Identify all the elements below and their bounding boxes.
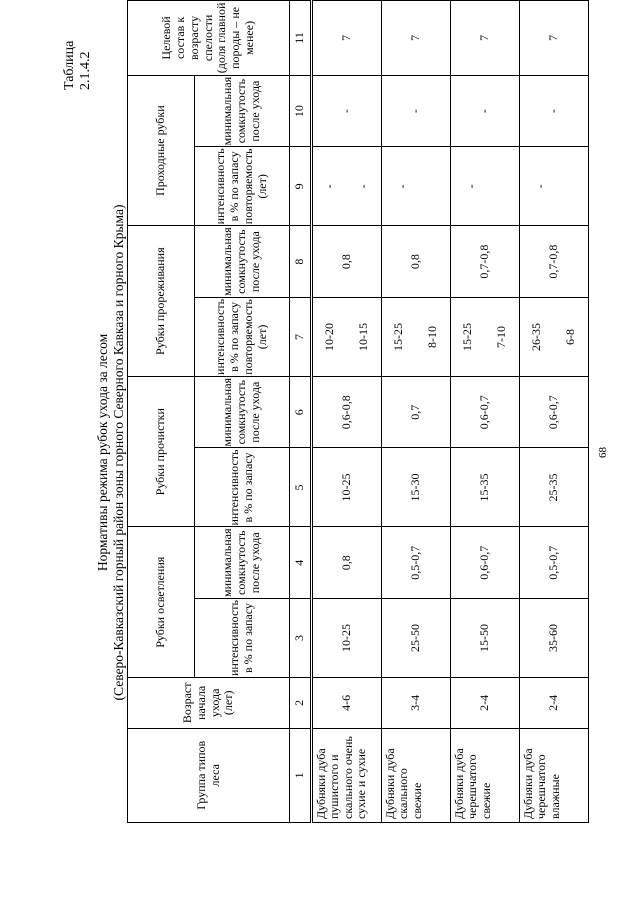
cell-stack: [312, 147, 382, 226]
cell-stack: [520, 297, 589, 376]
table-row: [312, 1, 382, 823]
header-age: Возраст начала ухода (лет): [128, 678, 290, 729]
table-caption-subtitle: (Северо-Кавказский горный район зоны горного Северного Кавказа и горного Крыма): [111, 204, 126, 701]
cell-group: Дубняки дуба черешчатого свежие: [451, 728, 520, 822]
col-number: 3: [290, 599, 312, 678]
cell-osv-min: 0,6-0,7: [451, 527, 520, 599]
page-number: 68: [597, 447, 609, 458]
header-prohod-min: минимальная сомкнутость после ухода: [195, 75, 290, 147]
cell-target: 7: [520, 1, 589, 76]
cell-age: 2-4: [451, 678, 520, 729]
cell-prohod-int-a: -: [532, 184, 547, 189]
header-osv-int: интенсивность в % по запасу: [195, 599, 290, 678]
col-number: 1: [290, 728, 312, 822]
table-row: [382, 1, 451, 823]
cell-prorezh-int-b: 10-15: [356, 322, 371, 351]
col-number: 4: [290, 527, 312, 599]
norms-table: [127, 0, 589, 823]
header-proch-int: интенсивность в % по запасу: [195, 448, 290, 527]
cell-proch-min: 0,6-0,7: [520, 376, 589, 448]
cell-prorezh-min: 0,8: [312, 226, 382, 298]
cell-prorezh-int-b: 8-10: [425, 325, 440, 348]
cell-group: Дубняки дуба черешчатого влажные: [520, 728, 589, 822]
cell-prohod-int-b: -: [356, 184, 371, 189]
header-prohodnye: Проходные рубки: [128, 75, 195, 226]
cell-prorezh-int-a: 26-35: [529, 322, 544, 351]
cell-target: 7: [382, 1, 451, 76]
header-osvetlenie: Рубки осветления: [128, 527, 195, 678]
cell-prorezh-int-a: 15-25: [460, 322, 475, 351]
header-prochistka: Рубки прочистки: [128, 376, 195, 527]
cell-stack: [382, 147, 451, 226]
col-number: 2: [290, 678, 312, 729]
header-prorezh-min: минимальная сомкнутость после ухода: [195, 226, 290, 298]
header-target: Целевой состав к возрасту спелости (доля главной породы – не менее): [128, 1, 290, 76]
cell-prohod-min: -: [451, 75, 520, 147]
cell-osv-int: 10-25: [312, 599, 382, 678]
cell-osv-min: 0,5-0,7: [382, 527, 451, 599]
col-number: 8: [290, 226, 312, 298]
cell-prorezh-int-b: 7-10: [494, 325, 509, 348]
cell-stack: [520, 147, 589, 226]
col-number: 5: [290, 448, 312, 527]
cell-prohod-min: -: [520, 75, 589, 147]
table-number: Таблица 2.1.4.2: [62, 40, 93, 90]
cell-prorezh-min: 0,8: [382, 226, 451, 298]
cell-prohod-int-a: -: [463, 184, 478, 189]
cell-stack: [451, 147, 520, 226]
cell-age: 2-4: [520, 678, 589, 729]
header-prorezh-int: интенсивность в % по запасу повторяемость (лет): [195, 297, 290, 376]
cell-proch-int: 10-25: [312, 448, 382, 527]
col-number: 11: [290, 1, 312, 76]
cell-osv-min: 0,8: [312, 527, 382, 599]
header-group: Группа типов леса: [128, 728, 290, 822]
cell-prohod-int-a: -: [394, 184, 409, 189]
cell-stack: [312, 297, 382, 376]
cell-osv-min: 0,5-0,7: [520, 527, 589, 599]
header-prohod-int: интенсивность в % по запасу повторяемость (лет): [195, 147, 290, 226]
cell-prohod-int-a: -: [322, 184, 337, 189]
cell-stack: [382, 297, 451, 376]
cell-stack: [451, 297, 520, 376]
cell-prohod-min: -: [312, 75, 382, 147]
cell-osv-int: 35-60: [520, 599, 589, 678]
cell-age: 3-4: [382, 678, 451, 729]
cell-proch-min: 0,6-0,7: [451, 376, 520, 448]
header-proch-min: минимальная сомкнутость после ухода: [195, 376, 290, 448]
cell-age: 4-6: [312, 678, 382, 729]
cell-target: 7: [312, 1, 382, 76]
cell-prorezh-min: 0,7-0,8: [451, 226, 520, 298]
cell-prorezh-int-a: 10-20: [322, 322, 337, 351]
cell-proch-min: 0,6-0,8: [312, 376, 382, 448]
cell-prorezh-int-b: 6-8: [563, 328, 578, 345]
cell-group: Дубняки дуба пушистого и скального очень сухие и сухие: [312, 728, 382, 822]
col-number: 7: [290, 297, 312, 376]
cell-proch-int: 15-30: [382, 448, 451, 527]
col-number: 9: [290, 147, 312, 226]
cell-osv-int: 15-50: [451, 599, 520, 678]
header-osv-min: минимальная сомкнутость после ухода: [195, 527, 290, 599]
cell-prohod-min: -: [382, 75, 451, 147]
cell-prorezh-min: 0,7-0,8: [520, 226, 589, 298]
cell-prorezh-int-a: 15-25: [391, 322, 406, 351]
table-row: [451, 1, 520, 823]
cell-proch-int: 25-35: [520, 448, 589, 527]
col-number: 10: [290, 75, 312, 147]
cell-proch-int: 15-35: [451, 448, 520, 527]
header-prorezhivanie: Рубки прореживания: [128, 226, 195, 377]
table-row: [520, 1, 589, 823]
cell-target: 7: [451, 1, 520, 76]
cell-osv-int: 25-50: [382, 599, 451, 678]
col-number: 6: [290, 376, 312, 448]
table-caption-title: Нормативы режима рубок ухода за лесом: [95, 333, 110, 572]
cell-proch-min: 0,7: [382, 376, 451, 448]
cell-group: Дубняки дуба скального свежие: [382, 728, 451, 822]
